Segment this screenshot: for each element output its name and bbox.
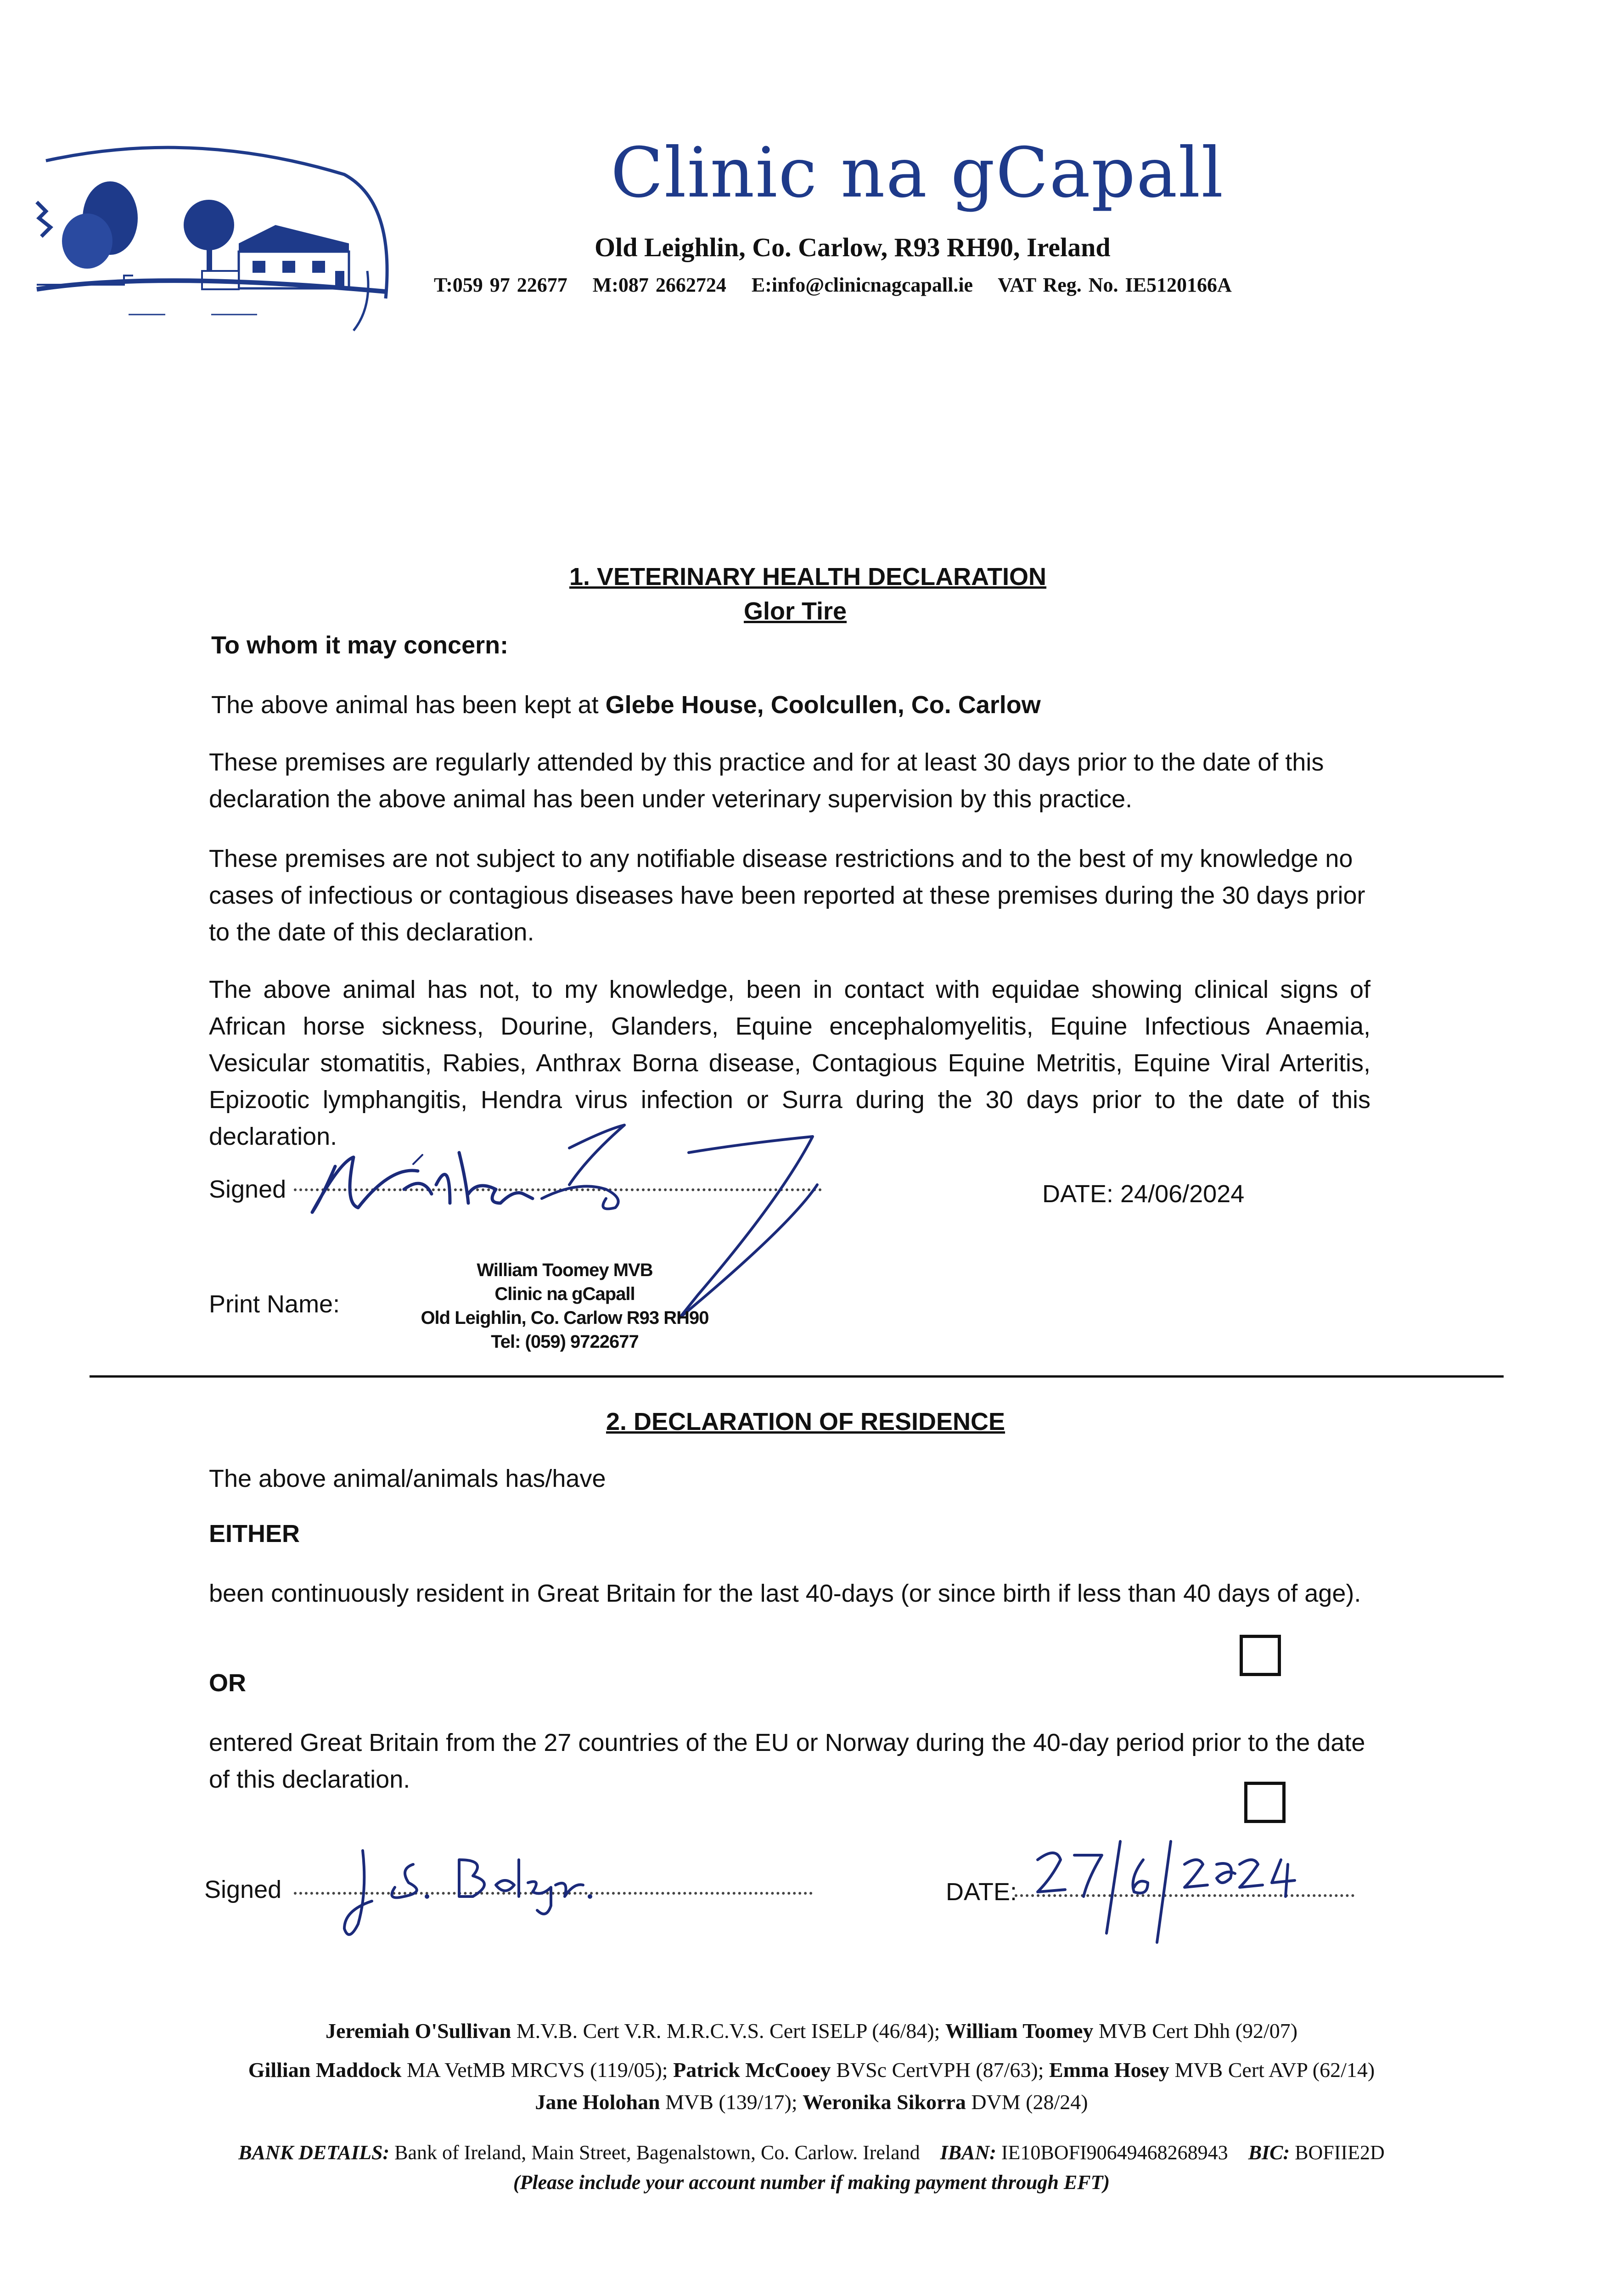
vet-quals: MVB Cert Dhh (92/07)	[1093, 2019, 1298, 2043]
bic-value: BOFIIE2D	[1290, 2141, 1385, 2164]
bank-details: Bank of Ireland, Main Street, Bagenalstown, Co. Carlow. Ireland	[389, 2141, 920, 2164]
clinic-mobile: M:087 2662724	[592, 274, 726, 296]
stamp-line-3: Old Leighlin, Co. Carlow R93 RH90	[421, 1308, 709, 1328]
or-label: OR	[209, 1669, 246, 1697]
vet-quals: MA VetMB MRCVS (119/05);	[401, 2058, 674, 2082]
vet-stamp	[404, 1258, 725, 1354]
para-restrictions: These premises are not subject to any notifiable disease restrictions and to the best of my knowledge no cases of infectious or contagious diseases have been reported at these premises during the 30 days prior to the date of this declaration.	[209, 845, 1365, 946]
vet-quals: BVSc CertVPH (87/63);	[831, 2058, 1050, 2082]
footer-vets-line-1	[0, 2011, 1623, 2050]
footer-vets-line-3	[0, 2082, 1623, 2122]
farmhouse-logo-icon	[18, 133, 413, 340]
residence-intro: The above animal/animals has/have	[209, 1465, 606, 1492]
iban-value: IE10BOFI90649468268943	[996, 2141, 1228, 2164]
clinic-phone: T:059 97 22677	[434, 274, 567, 296]
vet-quals: M.V.B. Cert V.R. M.R.C.V.S. Cert ISELP (46/84);	[511, 2019, 945, 2043]
clinic-address: Old Leighlin, Co. Carlow, R93 RH90, Ireland	[595, 232, 1111, 262]
kept-at-place: Glebe House, Coolcullen, Co. Carlow	[605, 691, 1041, 719]
option-2-checkbox[interactable]	[1244, 1782, 1286, 1823]
section1-subtitle: Glor Tire	[744, 597, 847, 625]
vet-name: Jane Holohan	[535, 2090, 660, 2114]
salutation: To whom it may concern:	[211, 631, 509, 659]
clinic-vat: VAT Reg. No. IE5120166A	[998, 274, 1232, 296]
stamp-line-4: Tel: (059) 9722677	[491, 1332, 639, 1352]
vet-quals: MVB Cert AVP (62/14)	[1169, 2058, 1375, 2082]
handwritten-date	[1024, 1832, 1345, 1952]
option-1-checkbox[interactable]	[1240, 1635, 1281, 1676]
section1-title: 1. VETERINARY HEALTH DECLARATION	[569, 563, 1047, 591]
either-label: EITHER	[209, 1520, 300, 1548]
kept-at-line	[211, 687, 1041, 723]
vet-name: Gillian Maddock	[248, 2058, 402, 2082]
clinic-logo	[18, 133, 413, 340]
vet-name: William Toomey	[945, 2019, 1094, 2043]
stamp-line-1: William Toomey MVB	[477, 1260, 653, 1280]
bank-label: BANK DETAILS:	[238, 2141, 390, 2164]
date-section1: DATE: 24/06/2024	[1042, 1180, 1245, 1208]
section-divider	[90, 1375, 1504, 1378]
signature-js-bolger	[321, 1832, 689, 1952]
section2-title: 2. DECLARATION OF RESIDENCE	[606, 1408, 1005, 1435]
iban-label: IBAN:	[940, 2141, 996, 2164]
print-name-label: Print Name:	[209, 1290, 340, 1318]
vet-name: Jeremiah O'Sullivan	[325, 2019, 511, 2043]
signed-label-1: Signed	[209, 1176, 286, 1203]
eft-note: (Please include your account number if making payment through EFT)	[513, 2171, 1110, 2194]
stamp-line-2: Clinic na gCapall	[494, 1284, 635, 1304]
vet-name: Emma Hosey	[1049, 2058, 1169, 2082]
clinic-email[interactable]: E:info@clinicnagcapall.ie	[751, 274, 973, 296]
vet-name: Patrick McCooey	[673, 2058, 831, 2082]
residence-option-2: entered Great Britain from the 27 countries of the EU or Norway during the 40-day period prior to the date of this declaration.	[209, 1729, 1365, 1793]
clinic-contact-line	[434, 273, 1250, 297]
para-supervision: These premises are regularly attended by this practice and for at least 30 days prior to the date of this declaration the above animal has been under veterinary supervision by this practice.	[209, 748, 1324, 813]
clinic-name: Clinic na gCapall	[611, 133, 1224, 213]
date-label-2: DATE:	[946, 1878, 1017, 1906]
vet-quals: MVB (139/17);	[660, 2090, 803, 2114]
footer-eft-note	[0, 2163, 1623, 2202]
residence-option-1: been continuously resident in Great Britain for the last 40-days (or since birth if less than 40 days of age).	[209, 1580, 1361, 1607]
vet-quals: DVM (28/24)	[966, 2090, 1088, 2114]
para-contact: The above animal has not, to my knowledge, been in contact with equidae showing clinical signs of African horse sickness, Dourine, Glanders, Equine encephalomyelitis, Equine Infectious Anaemia, Vesicular stomatitis, Rabies, Anthrax Borna disease, Contagious Equine Metritis, Equine Viral Arteritis, Epizootic lymphangitis, Hendra virus infection or Surra during the 30 days prior to the date of this declaration.	[209, 976, 1370, 1150]
signed-label-2: Signed	[204, 1876, 282, 1903]
bic-label: BIC:	[1248, 2141, 1290, 2164]
kept-at-prefix: The above animal has been kept at	[211, 691, 599, 719]
vet-name: Weronika Sikorra	[803, 2090, 966, 2114]
